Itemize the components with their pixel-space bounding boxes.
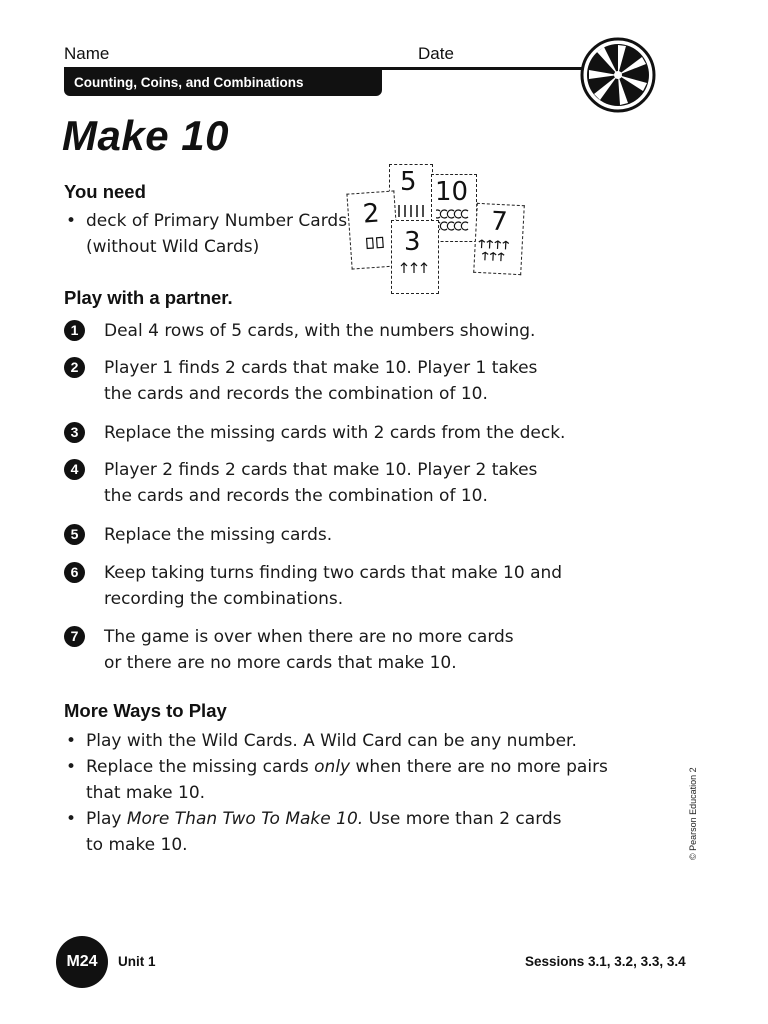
more-ways-item [64,754,624,806]
more-ways-text: Play [86,809,127,829]
step-text [104,355,537,407]
step-item [64,457,624,509]
number-card [391,220,439,294]
more-ways-text: to make 10. [86,835,188,855]
step-text [104,522,332,548]
play-heading: Play with a partner. [64,287,233,308]
step-text [104,560,562,612]
step-line: or there are no more cards that make 10. [104,653,457,673]
you-need-item-line: deck of Primary Number Cards [86,211,348,231]
step-line: Keep taking turns finding two cards that make 10 and [104,563,563,583]
step-item [64,560,624,612]
more-ways-emphasis: only [314,757,351,777]
page-number-badge: M24 [56,936,108,988]
step-number-badge: 4 [64,459,85,480]
copyright-notice: © Pearson Education 2 [688,767,698,860]
step-line: Replace the missing cards with 2 cards from the deck. [104,423,566,443]
unit-emblem-icon [580,37,656,113]
date-label: Date [418,44,454,63]
more-ways-item [64,728,624,754]
step-line: The game is over when there are no more cards [104,627,514,647]
step-number-badge: 2 [64,357,85,378]
step-item [64,522,624,548]
more-ways-heading: More Ways to Play [64,700,227,721]
more-ways-list [64,728,624,858]
step-number-badge: 5 [64,524,85,545]
page-title: Make 10 [62,112,229,159]
card-pips-icon [364,234,387,250]
more-ways-item [64,806,624,858]
step-item [64,624,624,676]
step-line: the cards and records the combination of 10. [104,384,488,404]
step-text [104,457,537,509]
step-line: recording the combinations. [104,589,344,609]
step-number-badge: 1 [64,320,85,341]
step-line: Replace the missing cards. [104,525,333,545]
card-pips-icon [436,207,474,237]
card-pips-icon [400,261,432,275]
more-ways-text: Play with the Wild Cards. A Wild Card can be any number. [86,731,577,751]
footer-sessions: Sessions 3.1, 3.2, 3.3, 3.4 [525,954,686,969]
number-cards-illustration [345,160,525,300]
step-text [104,624,514,676]
name-label: Name [64,44,110,63]
card-number: 7 [490,206,509,238]
card-pips-icon [477,238,520,266]
footer-unit: Unit 1 [118,954,156,969]
step-number-badge: 3 [64,422,85,443]
step-line: Player 1 finds 2 cards that make 10. Player 1 takes [104,358,538,378]
you-need-list [64,208,364,260]
unit-title-bar: Counting, Coins, and Combinations [64,69,382,96]
step-item [64,420,624,446]
step-text [104,420,565,446]
number-card [473,203,525,275]
card-pips-icon [395,203,429,219]
you-need-item [64,208,364,260]
card-number: 2 [361,198,381,230]
step-text [104,318,535,344]
step-item [64,318,624,344]
card-number: 5 [400,167,417,197]
step-number-badge: 7 [64,626,85,647]
steps-list [64,318,624,676]
step-line: Deal 4 rows of 5 cards, with the numbers showing. [104,321,536,341]
more-ways-text: Use more than 2 cards [363,809,562,829]
you-need-heading: You need [64,181,146,202]
card-number: 10 [435,177,469,207]
more-ways-text: Replace the missing cards [86,757,315,777]
more-ways-text: when there are no more pairs [350,757,608,777]
you-need-item-line: (without Wild Cards) [86,237,260,257]
more-ways-text: that make 10. [86,783,206,803]
card-number: 3 [404,227,421,257]
step-line: the cards and records the combination of 10. [104,486,488,506]
step-line: Player 2 finds 2 cards that make 10. Player 2 takes [104,460,538,480]
step-number-badge: 6 [64,562,85,583]
more-ways-emphasis: More Than Two To Make 10. [126,809,364,829]
step-item [64,355,624,407]
